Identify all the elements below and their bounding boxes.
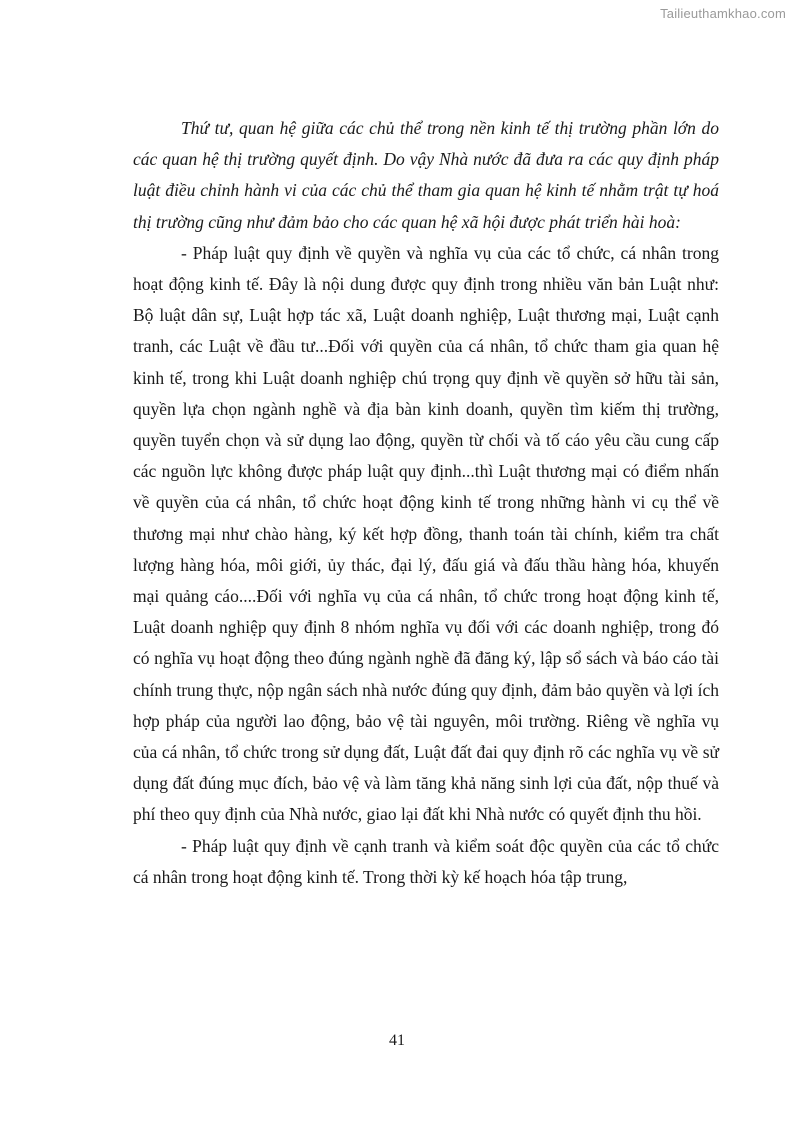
body-paragraph-rights-obligations: - Pháp luật quy định về quyền và nghĩa vụ của các tổ chức, cá nhân trong hoạt động kinh tế. Đây là nội dung được quy định trong nhiều văn bản Luật như: Bộ luật dân sự, Luật hợp tác xã, Luật doanh nghiệp, Luật thương mại, Luật cạnh tranh, các Luật về đầu tư...Đối với quyền của cá nhân, tổ chức tham gia quan hệ kinh tế, trong khi Luật doanh nghiệp chú trọng quy định về quyền sở hữu tài sản, quyền lựa chọn ngành nghề và địa bàn kinh doanh, quyền tìm kiếm thị trường, quyền tuyển chọn và sử dụng lao động, quyền từ chối và tố cáo yêu cầu cung cấp các nguồn lực không được pháp luật quy định...thì Luật thương mại có điểm nhấn về quyền của cá nhân, tổ chức hoạt động kinh tế trong những hành vi cụ thể về thương mại như chào hàng, ký kết hợp đồng, thanh toán tài chính, kiểm tra chất lượng hàng hóa, môi giới, ủy thác, đại lý, đấu giá và đấu thầu hàng hóa, khuyến mại quảng cáo....Đối với nghĩa vụ của cá nhân, tổ chức trong hoạt động kinh tế, Luật doanh nghiệp quy định 8 nhóm nghĩa vụ đối với các doanh nghiệp, trong đó có nghĩa vụ hoạt động theo đúng ngành nghề đã đăng ký, lập sổ sách và báo cáo tài chính trung thực, nộp ngân sách nhà nước đúng quy định, đảm bảo quyền và lợi ích hợp pháp của người lao động, bảo vệ tài nguyên, môi trường. Riêng về nghĩa vụ của cá nhân, tổ chức trong sử dụng đất, Luật đất đai quy định rõ các nghĩa vụ về sử dụng đất đúng mục đích, bảo vệ và làm tăng khả năng sinh lợi của đất, nộp thuế và phí theo quy định của Nhà nước, giao lại đất khi Nhà nước có quyết định thu hồi. bbox=[133, 242, 719, 825]
body-paragraph-competition: - Pháp luật quy định về cạnh tranh và kiểm soát độc quyền của các tổ chức cá nhân trong hoạt động kinh tế. Trong thời kỳ kế hoạch hóa tập trung, bbox=[133, 835, 719, 887]
intro-paragraph: Thứ tư, quan hệ giữa các chủ thể trong nền kinh tế thị trường phần lớn do các quan hệ thị trường quyết định. Do vậy Nhà nước đã đưa ra các quy định pháp luật điều chỉnh hành vi của các chủ thể tham gia quan hệ kinh tế nhằm trật tự hoá thị trường cũng như đảm bảo cho các quan hệ xã hội được phát triển hài hoà: bbox=[133, 118, 719, 232]
page-number: 41 bbox=[389, 1032, 405, 1049]
document-body bbox=[133, 113, 719, 893]
watermark: Tailieuthamkhao.com bbox=[660, 6, 786, 21]
